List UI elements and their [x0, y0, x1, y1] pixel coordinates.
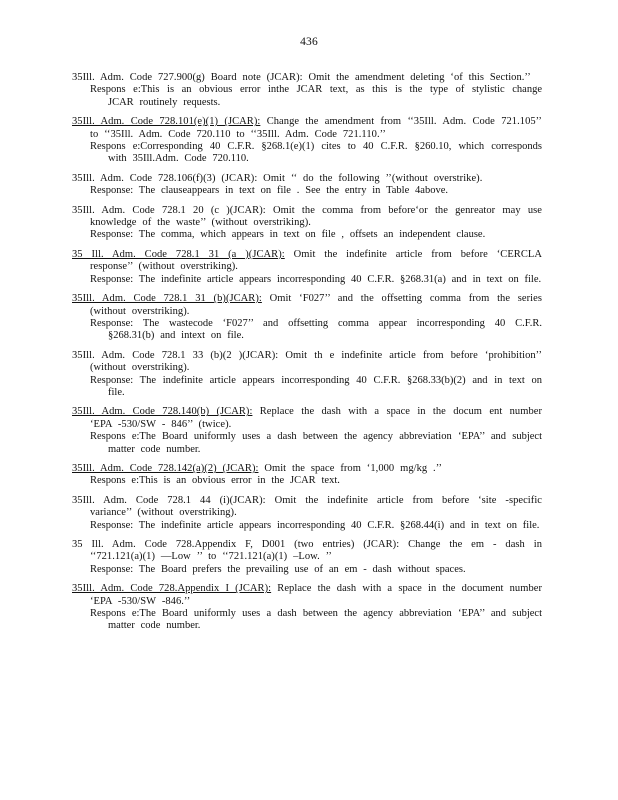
comment-entry	[72, 116, 542, 166]
comment-entry	[72, 293, 542, 343]
rule-citation: 35Ill. Adm. Code 728.1 33 (b)(2 )(JCAR):	[72, 349, 279, 361]
entry-heading	[72, 463, 542, 475]
entry-heading	[72, 406, 542, 431]
rule-citation: 35Ill. Adm. Code 728.Appendix I (JCAR):	[72, 583, 272, 595]
entry-heading	[72, 205, 542, 230]
rule-citation: 35Ill. Adm. Code 728.1 44 (i)(JCAR):	[72, 494, 266, 506]
rule-citation: 35 Ill. Adm. Code 728.Appendix F, D001 (two entries) (JCAR):	[72, 539, 400, 550]
board-response: Respons e:The Board uniformly uses a dash between the agency abbreviation ‘EPA’’ and subject matter code number.	[90, 431, 542, 455]
board-response: Respons e:Corresponding 40 C.F.R. §268.1(e)(1) cites to 40 C.F.R. §260.10, which corresponds with 35Ill.Adm. Code 720.110.	[90, 141, 542, 165]
board-response: Response: The comma, which appears in text on file , offsets an independent clause.	[90, 229, 486, 241]
entry-heading	[72, 583, 542, 608]
jcar-comment: Replace the dash with a space in the document number ‘EPA -530/SW -846.’’	[90, 583, 543, 607]
jcar-comment: Change the em - dash in ‘‘721.121(a)(1) —Low ’’ to ‘‘721.121(a)(1) –Low. ’’	[90, 539, 542, 563]
comment-entry	[72, 205, 542, 242]
comment-entry	[72, 249, 542, 286]
jcar-comment: Omit the amendment deleting ‘of this Section.’’	[302, 72, 531, 83]
jcar-comment: Replace the dash with a space in the docum ent number ‘EPA -530/SW - 846’’ (twice).	[90, 406, 543, 430]
entry-heading	[72, 293, 542, 318]
entry-heading	[72, 72, 542, 84]
board-response: Respons e:The Board uniformly uses a dash between the agency abbreviation ‘EPA’’ and subject matter code number.	[90, 608, 542, 632]
board-response: Response: The clauseappears in text on file . See the entry in Table 4above.	[90, 185, 449, 197]
comment-entry	[72, 495, 542, 532]
board-response: Response: The Board prefers the prevailing use of an em - dash without spaces.	[90, 563, 466, 575]
board-response: Response: The indefinite article appears incorresponding 40 C.F.R. §268.44(i) and in text on file.	[90, 519, 540, 531]
jcar-comment: Omit ‘F027’’ and the offsetting comma from the series (without overstriking).	[90, 293, 542, 317]
board-response: Response: The indefinite article appears incorresponding 40 C.F.R. §268.33(b)(2) and in text on file.	[90, 374, 542, 398]
comment-entries	[72, 72, 542, 640]
rule-citation: 35 Ill. Adm. Code 728.1 31 (a )(JCAR):	[72, 248, 285, 260]
entry-heading	[72, 539, 542, 564]
board-response: Respons e:This is an obvious error in the JCAR text.	[90, 475, 340, 487]
rule-citation: 35Ill. Adm. Code 728.140(b) (JCAR):	[72, 406, 253, 418]
comment-entry	[72, 72, 542, 109]
jcar-comment: Change the amendment from ‘‘35Ill. Adm. Code 721.105’’ to ‘‘35Ill. Adm. Code 720.110 to ‘‘35Ill. Adm. Code 721.110.’’	[90, 116, 542, 140]
comment-entry	[72, 539, 542, 576]
rule-citation: 35Ill. Adm. Code 728.1 20 (c )(JCAR):	[72, 204, 266, 216]
jcar-comment: Omit ‘‘ do the following ’’(without overstrike).	[257, 172, 483, 184]
entry-heading	[72, 116, 542, 141]
rule-citation: 35Ill. Adm. Code 728.1 31 (b)(JCAR):	[72, 293, 262, 305]
jcar-comment: Omit the space from ‘1,000 mg/kg .’’	[258, 462, 443, 474]
rule-citation: 35Ill. Adm. Code 728.142(a)(2) (JCAR):	[72, 462, 259, 474]
board-response: Response: The wastecode ‘F027’’ and offsetting comma appear incorresponding 40 C.F.R. §268.31(b) and intext on file.	[90, 317, 542, 342]
page-number: 436	[300, 36, 318, 48]
board-response: Response: The indefinite article appears incorresponding 40 C.F.R. §268.31(a) and in text on file.	[90, 273, 542, 285]
entry-heading	[72, 173, 542, 185]
entry-heading	[72, 495, 542, 520]
comment-entry	[72, 173, 542, 198]
rule-citation: 35Ill. Adm. Code 727.900(g) Board note (JCAR):	[72, 72, 303, 83]
comment-entry	[72, 583, 542, 633]
rule-citation: 35Ill. Adm. Code 728.101(e)(1) (JCAR):	[72, 116, 261, 128]
comment-entry	[72, 463, 542, 488]
board-response: Respons e:This is an obvious error inthe JCAR text, as this is the type of stylistic change JCAR routinely requests.	[90, 84, 542, 108]
entry-heading	[72, 249, 542, 274]
jcar-comment: Omit the indefinite article from before ‘CERCLA response’’ (without overstriking).	[90, 248, 542, 273]
entry-heading	[72, 350, 542, 375]
jcar-comment: Omit the indefinite article from before ‘site -specific variance’’ (without overstriking).	[90, 494, 542, 519]
jcar-comment: Omit th e indefinite article from before ‘prohibition’’ (without overstriking).	[90, 349, 542, 374]
rule-citation: 35Ill. Adm. Code 728.106(f)(3) (JCAR):	[72, 172, 258, 184]
comment-entry	[72, 350, 542, 400]
jcar-comment: Omit the comma from before‘or the genreator may use knowledge of the waste’’ (without overstriking).	[90, 204, 542, 229]
comment-entry	[72, 406, 542, 456]
